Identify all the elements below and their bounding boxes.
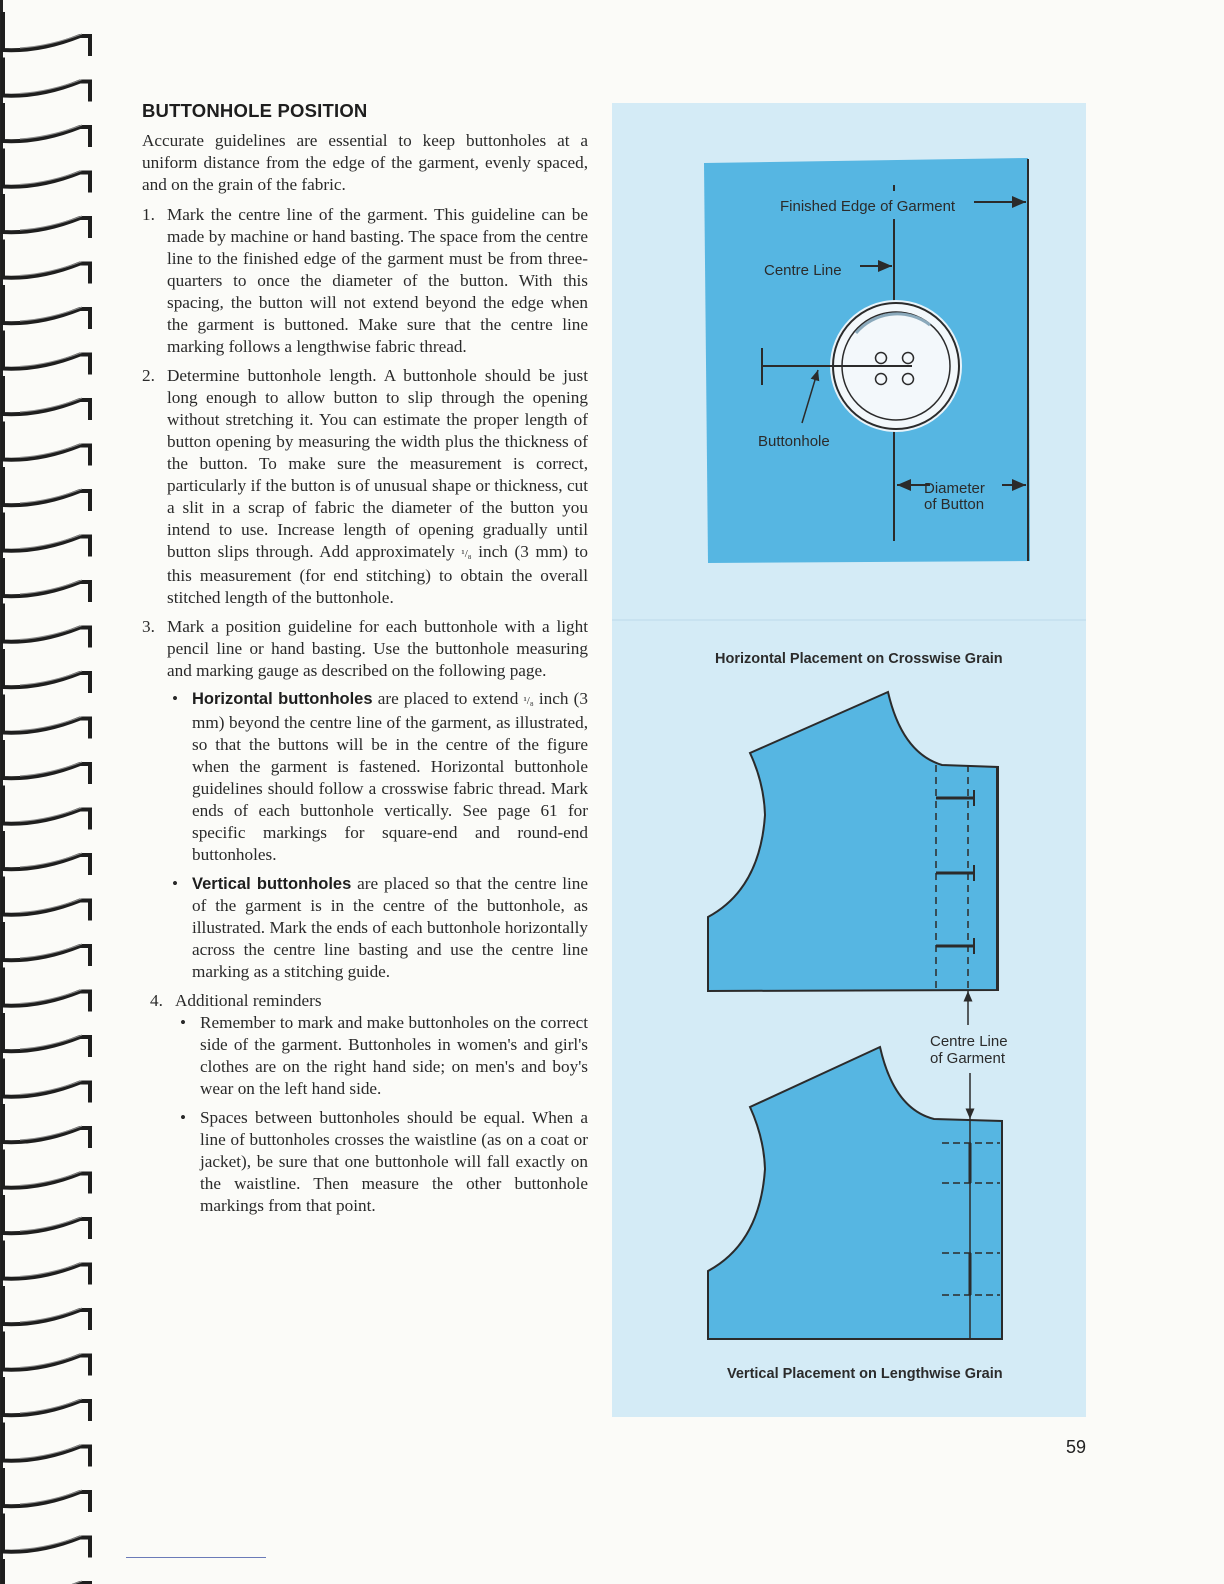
caption-vertical: Vertical Placement on Lengthwise Grain (727, 1366, 1003, 1382)
text-column (142, 100, 588, 1224)
spiral-coil (3, 1559, 90, 1584)
intro-paragraph: Accurate guidelines are essential to keep buttonholes at a uniform distance from the edge of the garment, evenly spaced, and on the grain of the fabric. (142, 131, 588, 194)
spiral-coil (3, 1059, 90, 1103)
spiral-coil (3, 1013, 90, 1057)
spiral-coil (3, 513, 90, 557)
spiral-coil (3, 1150, 90, 1194)
step-text-continued: inch (3 mm) to this measurement (for end stitching) to obtain the overall stitched length of the buttonhole. (167, 542, 588, 607)
spiral-coil (3, 604, 90, 648)
spiral-coil (3, 649, 90, 693)
bullet-text: are placed so that the centre line of the garment is in the centre of the buttonhole, as illustrated. Mark the ends of each buttonhole horizontally across the centre line basting and use the centre line marking as a stitching guide. (192, 874, 588, 981)
spiral-coil (3, 240, 90, 284)
spiral-coil (3, 1468, 90, 1512)
spiral-coil (3, 1104, 90, 1148)
spiral-coil (3, 1286, 90, 1330)
spiral-coil (3, 1241, 90, 1285)
figure-panel (612, 103, 1086, 1417)
step-3 (142, 616, 588, 983)
spiral-binding (0, 0, 100, 1584)
horizontal-placement-diagram (704, 158, 1030, 563)
label-finished-edge: Finished Edge of Garment (780, 198, 956, 215)
spiral-coil (3, 194, 90, 238)
label-centre-line-of-garment-2: of Garment (930, 1050, 1006, 1067)
spiral-coil (3, 786, 90, 830)
bullet-reminder-side (175, 1012, 588, 1100)
term-vertical: Vertical buttonholes (192, 875, 352, 893)
spiral-coil (3, 376, 90, 420)
spiral-coil (3, 285, 90, 329)
bullet-vertical-buttonholes (167, 873, 588, 983)
step-number: 1. (142, 205, 155, 224)
spiral-coil (3, 1195, 90, 1239)
bullet-horizontal-buttonholes (167, 688, 588, 866)
label-diameter-1: Diameter (924, 480, 985, 497)
spiral-coil (3, 558, 90, 602)
step-text: Determine buttonhole length. A buttonhole should be just long enough to allow button to slip through the opening without stretching it. You can estimate the proper length of button opening by measuring the width plus the thickness of the button. To make sure the measurement is correct, particularly if the button is of unusual shape or thickness, cut a slit in a scrap of fabric the diameter of the button you intend to use. Increase length of opening gradually until button slips through. Add approximately (167, 366, 588, 561)
spiral-coil (3, 1332, 90, 1376)
spiral-coil (3, 740, 90, 784)
spiral-coil (3, 58, 90, 102)
spiral-coil (3, 331, 90, 375)
footer-rule (126, 1557, 266, 1558)
bodice-horizontal-buttonholes (708, 692, 998, 1025)
step-number: 3. (142, 617, 155, 636)
spiral-coil (3, 12, 90, 56)
illustrations (612, 103, 1086, 1417)
step-2 (142, 365, 588, 609)
step-text: Additional reminders (175, 991, 322, 1010)
bodice-vertical-buttonholes (708, 1047, 1002, 1339)
term-horizontal: Horizontal buttonholes (192, 690, 373, 708)
step-4 (142, 990, 588, 1217)
spiral-coil (3, 831, 90, 875)
spiral-coil (3, 149, 90, 193)
spiral-coil (3, 103, 90, 147)
spiral-coil (3, 467, 90, 511)
bullet-text: Spaces between buttonholes should be equal. When a line of buttonholes crosses the waistline (as on a coat or jacket), be sure that one buttonhole will fall exactly on the waistline. Then measure the other buttonhole markings from that point. (200, 1108, 588, 1215)
spiral-coil (3, 1377, 90, 1421)
fraction-eighth: ¹/₈ (523, 695, 534, 707)
step-text: Mark a position guideline for each buttonhole with a light pencil line or hand basting. Use the buttonhole measuring and marking gauge as described on the following page. (167, 617, 588, 680)
step-1 (142, 204, 588, 358)
bullet-reminder-spacing (175, 1107, 588, 1217)
step-number: 4. (150, 991, 163, 1010)
spiral-coil (3, 695, 90, 739)
section-heading: BUTTONHOLE POSITION (142, 100, 368, 121)
page-number: 59 (1066, 1437, 1087, 1457)
bullet-text: Remember to mark and make buttonholes on the correct side of the garment. Buttonholes in women's and girl's clothes are on the right hand side; on men's and boy's wear on the left hand side. (200, 1013, 588, 1098)
spiral-coil (3, 968, 90, 1012)
step-text: Mark the centre line of the garment. This guideline can be made by machine or hand basting. The space from the centre line to the finished edge of the garment must be from three-quarters to once the diameter of the button. With this spacing, the button will not extend beyond the edge when the garment is buttoned. Make sure that the centre line marking follows a lengthwise fabric thread. (167, 205, 588, 356)
steps-list (142, 204, 588, 1217)
spiral-coil (3, 1514, 90, 1558)
spiral-coil (3, 922, 90, 966)
bullet-text: are placed to extend (377, 689, 519, 708)
spiral-coil (3, 422, 90, 466)
label-diameter-2: of Button (924, 496, 985, 513)
label-centre-line: Centre Line (764, 262, 842, 279)
caption-horizontal: Horizontal Placement on Crosswise Grain (715, 651, 1003, 667)
spiral-coil (3, 877, 90, 921)
label-centre-line-of-garment-1: Centre Line (930, 1033, 1008, 1050)
spiral-coil (3, 1423, 90, 1467)
label-buttonhole: Buttonhole (758, 433, 830, 450)
step-number: 2. (142, 366, 155, 385)
bullet-text-continued: inch (3 mm) beyond the centre line of the garment, as illustrated, so that the buttons will be in the centre of the figure when the garment is fastened. Horizontal buttonhole guidelines should follow a crosswise fabric thread. Mark ends of each buttonhole vertically. See page 61 for specific markings for square-end and round-end buttonholes. (192, 689, 588, 864)
step-3-bullets (167, 688, 588, 983)
fraction-eighth: ¹/₈ (461, 548, 472, 560)
step-4-bullets (175, 1012, 588, 1217)
